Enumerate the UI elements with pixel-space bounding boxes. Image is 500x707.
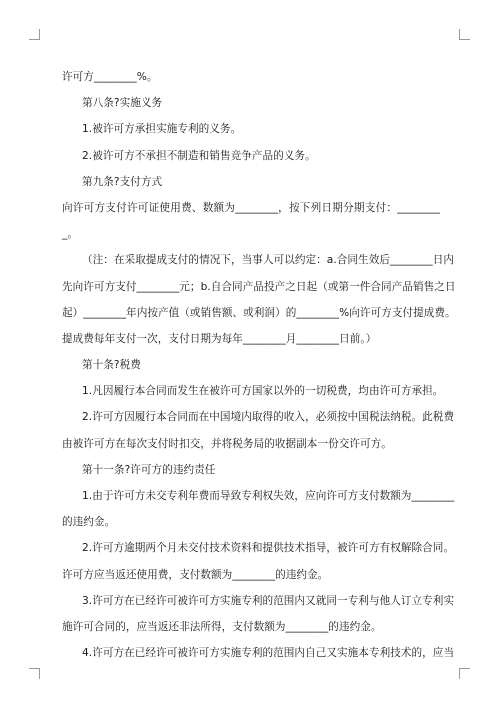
document-line: 2.许可方因履行本合同而在中国境内取得的收入，必须按中国税法纳税。此税费 — [82, 411, 455, 424]
document-line: 第十条?税费 — [82, 359, 141, 372]
document-line: 第九条?支付方式 — [82, 175, 163, 188]
document-line: （注：在采取提成支付的情况下，当事人可以约定：a.合同生效后________日内 — [82, 254, 455, 267]
document-line: 1.凡因履行本合同而发生在被许可方国家以外的一切税费，均由许可方承担。 — [82, 385, 444, 398]
crop-mark-bottom-left — [29, 668, 40, 679]
crop-mark-top-right — [459, 29, 470, 40]
document-line: 提成费每年支付一次，支付日期为每年________月________日前。） — [62, 332, 377, 345]
document-line: 先向许可方支付________元；b.自合同产品投产之日起（或第一件合同产品销售之日 — [62, 280, 456, 293]
document-line: 第十一条?许可方的违约责任 — [82, 463, 216, 476]
document-line: 2.被许可方不承担不制造和销售竞争产品的义务。 — [82, 149, 316, 162]
document-line: 2.许可方逾期两个月未交付技术资料和提供技术指导，被许可方有权解除合同。 — [82, 542, 455, 555]
document-line: 1.由于许可方未交专利年费而导致专利权失效，应向许可方支付数额为________ — [82, 490, 455, 502]
document-line: _。 — [62, 228, 78, 241]
document-line: 由被许可方在每次支付时扣交，并将税务局的收据副本一份交许可方。 — [62, 437, 392, 450]
document-line: 施许可合同的，应当返还非法所得，支付数额为________的违约金。 — [62, 620, 382, 633]
document-line: 许可方应当返还使用费，支付数额为________的违约金。 — [62, 568, 329, 581]
document-line: 的违约金。 — [62, 516, 116, 529]
document-body — [62, 64, 456, 666]
crop-mark-top-left — [29, 29, 40, 40]
document-line: 4.许可方在已经许可被许可方实施专利的范围内自己又实施本专利技术的，应当 — [82, 647, 455, 660]
document-line: 许可方________%。 — [62, 71, 158, 83]
document-line: 起）________年内按产值（或销售额、或利润）的________%向许可方支付提成费。 — [62, 306, 456, 319]
document-line: 3.许可方在已经许可被许可方实施专利的范围内又就同一专利与他人订立专利实 — [82, 594, 455, 607]
crop-mark-bottom-right — [459, 668, 470, 679]
document-line: 向许可方支付许可证使用费、数额为________，按下列日期分期支付：________ — [62, 201, 440, 214]
document-line: 第八条?实施义务 — [82, 97, 163, 110]
document-line: 1.被许可方承担实施专利的义务。 — [82, 123, 242, 136]
